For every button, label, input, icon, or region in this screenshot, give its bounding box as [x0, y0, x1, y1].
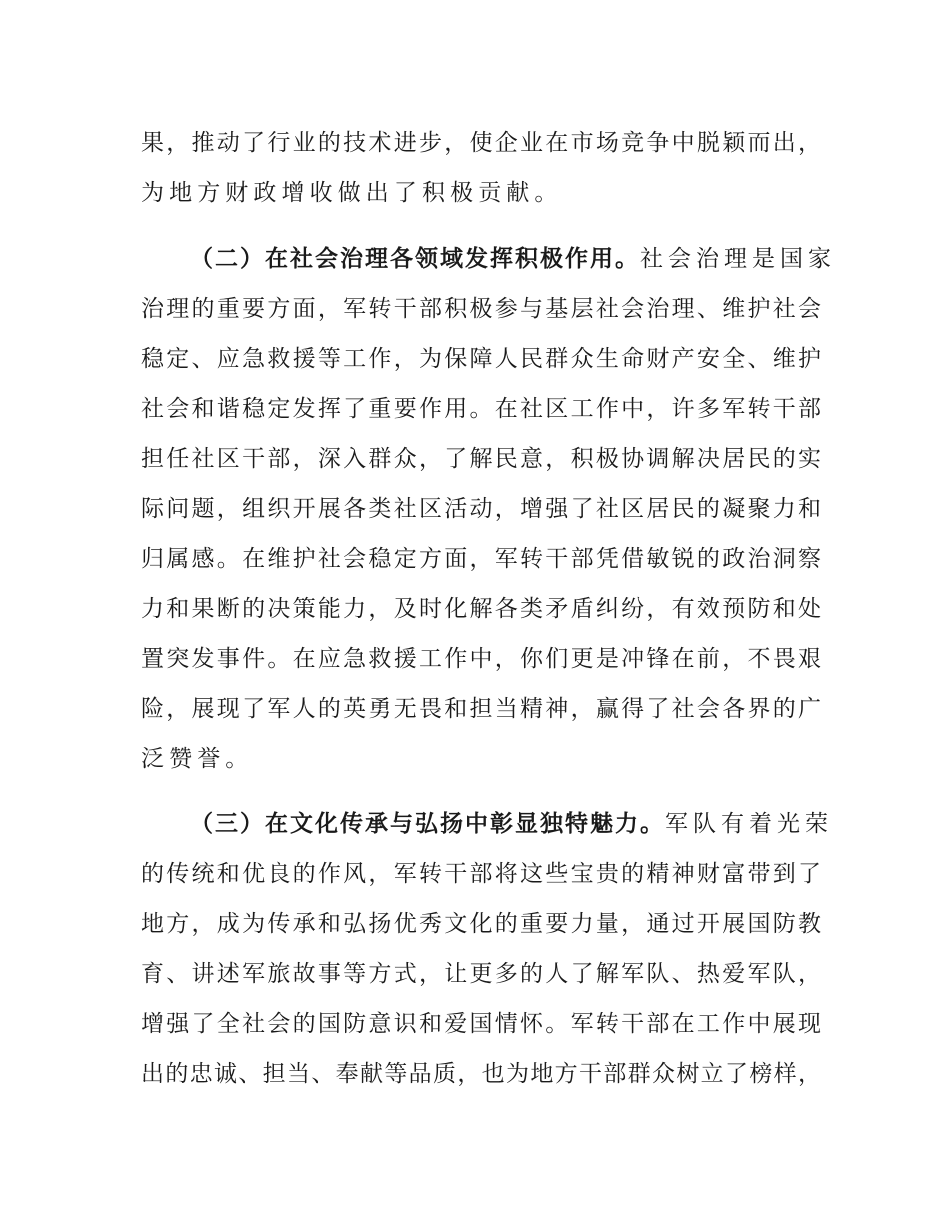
section-heading-line: [190, 244, 836, 274]
paragraph-line: 归属感。在维护社会稳定方面，军转干部凭借敏锐的政治洞察: [141, 546, 821, 572]
paragraph-text: 社会治理是国家: [640, 246, 836, 272]
paragraph-line: 险，展现了军人的英勇无畏和担当精神，赢得了社会各界的广: [141, 696, 821, 722]
paragraph-line: 为地方财政增收做出了积极贡献。: [141, 180, 563, 206]
paragraph-line: 稳定、应急救援等工作，为保障人民群众生命财产安全、维护: [141, 346, 821, 372]
paragraph-line: 育、讲述军旅故事等方式，让更多的人了解军队、热爱军队，: [141, 961, 821, 987]
paragraph-line: 地方，成为传承和弘扬优秀文化的重要力量，通过开展国防教: [141, 911, 821, 937]
section-heading: （二）在社会治理各领域发挥积极作用。: [190, 246, 640, 272]
paragraph-line: 的传统和优良的作风，军转干部将这些宝贵的精神财富带到了: [141, 861, 821, 887]
paragraph-text: 军队有着光荣: [665, 811, 833, 837]
paragraph-line: 出的忠诚、担当、奉献等品质，也为地方干部群众树立了榜样，: [141, 1061, 821, 1087]
paragraph-line: 力和果断的决策能力，及时化解各类矛盾纠纷，有效预防和处: [141, 596, 821, 622]
paragraph-line: 担任社区干部，深入群众，了解民意，积极协调解决居民的实: [141, 446, 821, 472]
section-heading: （三）在文化传承与弘扬中彰显独特魅力。: [190, 811, 665, 837]
paragraph-line: 治理的重要方面，军转干部积极参与基层社会治理、维护社会: [141, 296, 821, 322]
paragraph-line: 置突发事件。在应急救援工作中，你们更是冲锋在前，不畏艰: [141, 646, 821, 672]
paragraph-line: 社会和谐稳定发挥了重要作用。在社区工作中，许多军转干部: [141, 396, 821, 422]
paragraph-line: 泛赞誉。: [141, 746, 254, 772]
paragraph-line: 增强了全社会的国防意识和爱国情怀。军转干部在工作中展现: [141, 1011, 821, 1037]
paragraph-line: 果，推动了行业的技术进步，使企业在市场竞争中脱颖而出，: [141, 130, 821, 156]
paragraph-line: 际问题，组织开展各类社区活动，增强了社区居民的凝聚力和: [141, 496, 821, 522]
section-heading-line: [190, 809, 833, 839]
